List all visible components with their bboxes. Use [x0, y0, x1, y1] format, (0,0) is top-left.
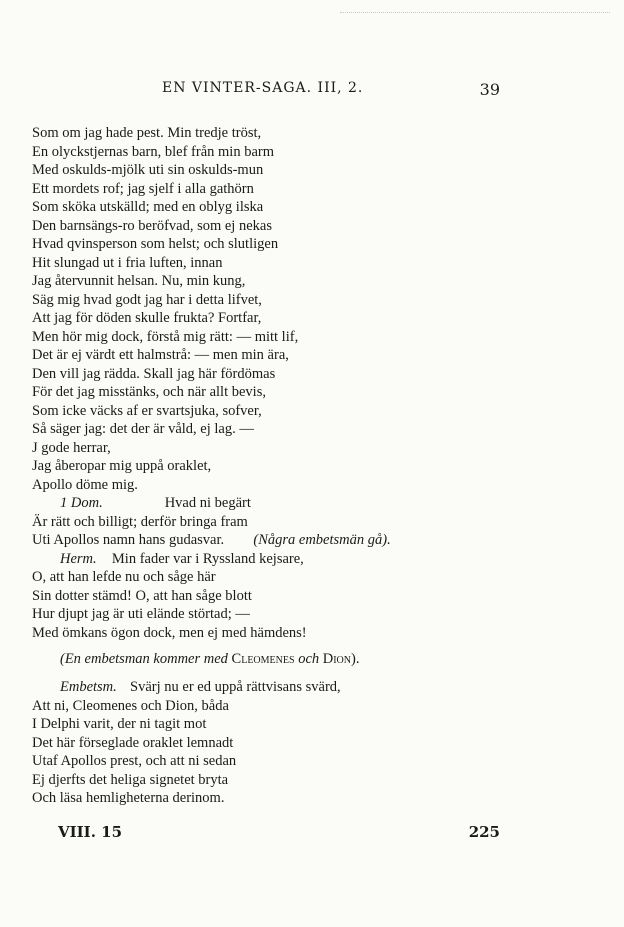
verse-text: [32, 124, 532, 808]
verse-line: Hvad qvinsperson som helst; och slutligen: [32, 236, 279, 252]
verse-line-with-stage: [32, 531, 532, 550]
verse-line: Utaf Apollos prest, och att ni sedan: [32, 753, 237, 769]
running-title: EN VINTER-SAGA. III, 2.: [162, 80, 364, 96]
page-header: [32, 80, 500, 102]
speech-line-embetsm: [32, 678, 532, 697]
verse-line: Som sköka utskälld; med en oblyg ilska: [32, 199, 264, 215]
speech-text: Hvad ni begärt: [164, 495, 251, 511]
speech-text: Min fader var i Ryssland kejsare,: [111, 550, 304, 567]
verse-line: Som om jag hade pest. Min tredje tröst,: [32, 125, 262, 141]
page-footer: [58, 823, 500, 845]
verse-line: Så säger jag: det der är våld, ej lag. —: [32, 421, 254, 437]
verse-line: Och läsa hemligheterna derinom.: [32, 790, 225, 806]
character-name: Cleomenes: [231, 651, 295, 667]
verse-line: Med oskulds-mjölk uti sin oskulds-mun: [32, 162, 264, 178]
verse-line: Säg mig hvad godt jag har i detta lifvet,: [32, 291, 262, 308]
verse-line: Är rätt och billigt; derför bringa fram: [32, 513, 248, 530]
speech-text: Svärj nu er ed uppå rättvisans svärd,: [130, 679, 341, 695]
speech-text: Uti Apollos namn hans gudasvar.: [32, 532, 225, 548]
stage-direction-entrance: [32, 650, 532, 670]
stage-text: och: [298, 651, 320, 667]
verse-line: Sin dotter stämd! O, att han såge blott: [32, 587, 252, 604]
verse-line: Men hör mig dock, förstå mig rätt: — mitt lif,: [32, 328, 299, 345]
verse-line: Ett mordets rof; jag sjelf i alla gathörn: [32, 180, 254, 197]
verse-line: Ej djerfts det heliga signetet bryta: [32, 771, 229, 788]
verse-line: Hur djupt jag är uti elände störtad; —: [32, 606, 250, 622]
character-name: Dion: [322, 651, 351, 667]
speech-line-herm: [32, 550, 532, 569]
verse-line: Det är ej värdt ett halmstrå: — men min ära,: [32, 347, 289, 363]
verse-line: Att ni, Cleomenes och Dion, båda: [32, 697, 229, 714]
verse-line: Med ömkans ögon dock, men ej med hämdens!: [32, 624, 307, 641]
verse-line: Att jag för döden skulle frukta? Fortfar,: [32, 310, 262, 326]
verse-line: Den barnsängs-ro beröfvad, som ej nekas: [32, 217, 272, 234]
speaker-herm: Herm.: [60, 550, 97, 567]
verse-line: Den vill jag rädda. Skall jag här fördömas: [32, 365, 276, 382]
verse-line: Hit slungad ut i fria luften, innan: [32, 254, 223, 271]
verse-line: I Delphi varit, der ni tagit mot: [32, 716, 207, 732]
scan-artifact: [340, 12, 610, 15]
verse-line: Som icke väcks af er svartsjuka, sofver,: [32, 402, 262, 419]
stage-direction: (Några embetsmän gå).: [253, 532, 391, 548]
stage-text: (En embetsman kommer med: [60, 651, 228, 667]
folio-number: 225: [468, 823, 500, 841]
verse-line: Det här förseglade oraklet lemnadt: [32, 734, 234, 751]
speaker-embetsm: Embetsm.: [60, 679, 117, 695]
speaker-dom: 1 Dom.: [60, 495, 103, 511]
verse-line: O, att han lefde nu och såge här: [32, 569, 216, 585]
stage-text: ).: [351, 651, 360, 667]
printer-signature: VIII. 15: [58, 823, 123, 841]
verse-line: För det jag misstänks, och när allt bevis,: [32, 384, 266, 400]
page-number: 39: [479, 80, 500, 99]
verse-line: En olyckstjernas barn, blef från min barm: [32, 143, 274, 160]
speech-line-dom: [32, 494, 532, 513]
verse-line: Jag återvunnit helsan. Nu, min kung,: [32, 273, 246, 289]
verse-line: J gode herrar,: [32, 439, 111, 456]
verse-line: Jag åberopar mig uppå oraklet,: [32, 458, 212, 474]
verse-line: Apollo döme mig.: [32, 476, 138, 493]
